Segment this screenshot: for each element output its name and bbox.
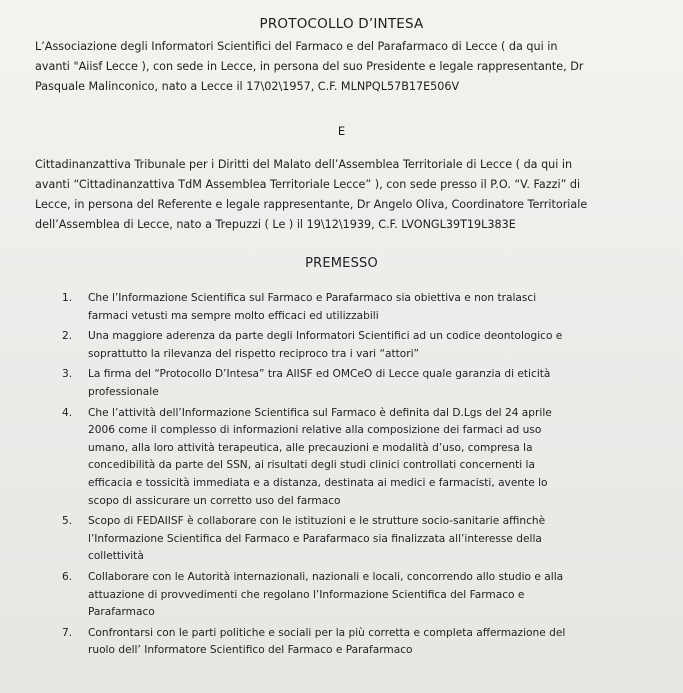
item-line: collettività — [88, 550, 144, 563]
item-line: concedibilità da parte del SSN, ai risultati degli studi clinici controllati concernenti la — [88, 459, 535, 472]
item-line: farmaci vetusti ma sempre molto efficaci ed utilizzabili — [88, 309, 379, 322]
second-party-line: avanti “Cittadinanzattiva TdM Assemblea Territoriale Lecce” ), con sede presso il P.O. “V. Fazzi” di — [35, 178, 581, 191]
item-number: 4. — [62, 406, 73, 419]
item-line: umano, alla loro attività terapeutica, alle precauzioni e modalità d’uso, compresa la — [88, 441, 533, 454]
item-number: 5. — [62, 515, 73, 528]
item-line: l’Informazione Scientifica del Farmaco e Parafarmaco sia finalizzata all’interesse della — [88, 532, 542, 545]
first-party-line: Pasquale Malinconico, nato a Lecce il 17\02\1957, C.F. MLNPQL57B17E506V — [35, 80, 460, 93]
first-party-line: avanti "Aiisf Lecce ), con sede in Lecce, in persona del suo Presidente e legale rappresentante, Dr — [35, 60, 584, 73]
item-number: 1. — [62, 292, 73, 304]
premesso-list — [62, 290, 662, 663]
first-party-paragraph — [35, 37, 655, 97]
list-item — [62, 513, 662, 566]
item-line: professionale — [88, 385, 159, 398]
second-party-paragraph — [35, 155, 655, 235]
premesso-heading: PREMESSO — [305, 256, 378, 271]
item-number: 3. — [62, 368, 73, 381]
item-line: Scopo di FEDAIISF è collaborare con le istituzioni e le strutture socio-sanitarie affinchè — [88, 515, 546, 528]
list-item — [62, 569, 662, 622]
item-line: 2006 come il complesso di informazioni relative alla composizione dei farmaci ad uso — [88, 424, 542, 437]
list-item — [62, 328, 662, 363]
list-item — [62, 366, 662, 401]
item-line: ruolo dell’ Informatore Scientifico del Farmaco e Parafarmaco — [88, 644, 413, 657]
document-title: PROTOCOLLO D’INTESA — [259, 16, 424, 32]
item-line: Che l’attività dell’Informazione Scientifica sul Farmaco è definita dal D.Lgs del 24 aprile — [88, 406, 552, 419]
item-line: Una maggiore aderenza da parte degli Informatori Scientifici ad un codice deontologico e — [88, 330, 563, 343]
item-line: La firma del “Protocollo D’Intesa” tra AIISF ed OMCeO di Lecce quale garanzia di eticità — [88, 368, 551, 381]
list-item — [62, 405, 662, 511]
second-party-line: dell’Assemblea di Lecce, nato a Trepuzzi ( Le ) il 19\12\1939, C.F. LVONGL39T19L383E — [35, 218, 516, 231]
item-number: 2. — [62, 330, 73, 343]
item-line: scopo di assicurare un corretto uso del farmaco — [88, 494, 341, 507]
item-number: 7. — [62, 626, 73, 639]
conjunction: E — [337, 124, 346, 138]
item-line: Che l’Informazione Scientifica sul Farmaco e Parafarmaco sia obiettiva e non tralasci — [88, 292, 537, 304]
list-item — [62, 290, 662, 325]
second-party-line: Cittadinanzattiva Tribunale per i Diritti del Malato dell’Assemblea Territoriale di Lecce ( da qui in — [35, 158, 573, 171]
item-line: attuazione di provvedimenti che regolano l’Informazione Scientifica del Farmaco e — [88, 588, 525, 601]
item-line: soprattutto la rilevanza del rispetto reciproco tra i vari “attori” — [88, 347, 420, 360]
list-item — [62, 625, 662, 660]
item-line: efficacia e tossicità immediata e a distanza, destinata ai medici e farmacisti, avente lo — [88, 476, 548, 489]
first-party-line: L’Associazione degli Informatori Scientifici del Farmaco e del Parafarmaco di Lecce ( da qui in — [35, 40, 558, 53]
item-line: Confrontarsi con le parti politiche e sociali per la più corretta e completa affermazione del — [88, 626, 566, 639]
item-number: 6. — [62, 570, 73, 583]
second-party-line: Lecce, in persona del Referente e legale rappresentante, Dr Angelo Oliva, Coordinatore Territoriale — [35, 198, 588, 211]
item-line: Collaborare con le Autorità internazionali, nazionali e locali, concorrendo allo studio e alla — [88, 570, 564, 583]
item-line: Parafarmaco — [88, 606, 155, 619]
